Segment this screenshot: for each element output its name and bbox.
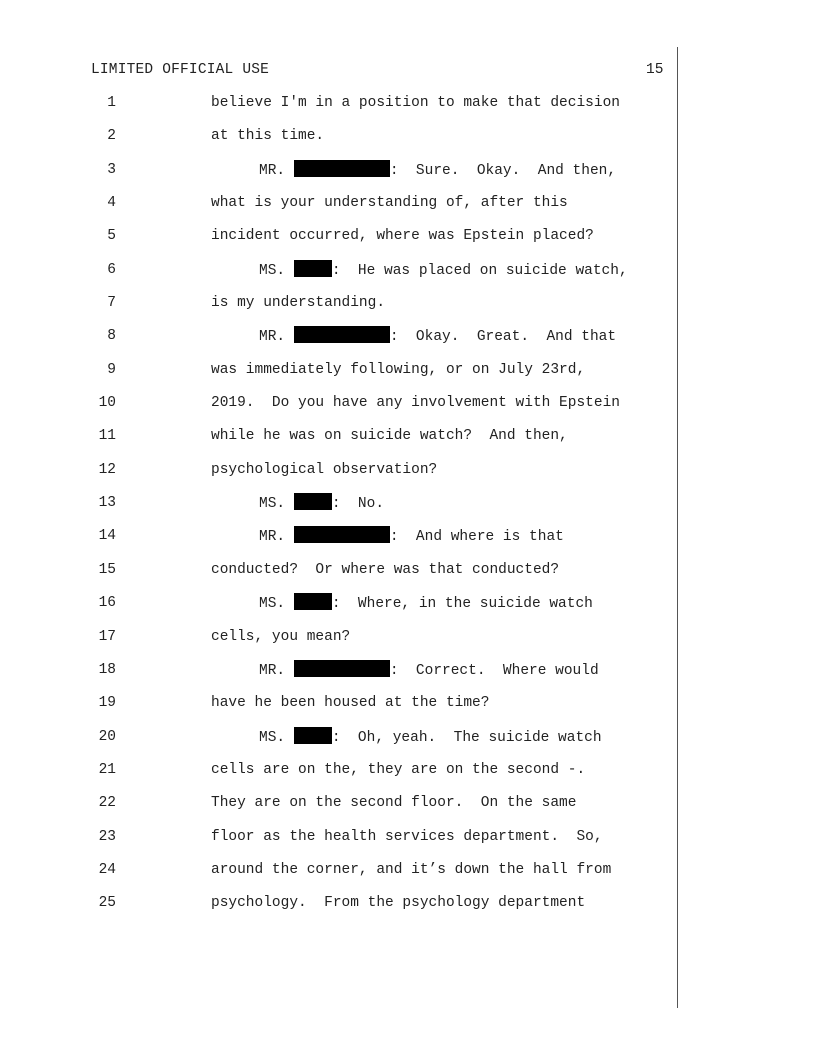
transcript-line [0, 126, 680, 159]
transcript-line [0, 593, 680, 626]
line-text: : No. [331, 496, 385, 513]
transcript-line [0, 627, 680, 660]
speaker-title: MS. [259, 729, 286, 746]
transcript-line [0, 193, 680, 226]
line-text: cells, you mean? [211, 628, 351, 645]
speaker-line [259, 160, 616, 181]
redaction-box [294, 526, 390, 543]
line-text: have he been housed at the time? [211, 695, 490, 712]
redaction-box [294, 326, 390, 343]
speaker-line [259, 526, 564, 547]
speaker-line [259, 493, 384, 514]
speaker-line [259, 593, 593, 614]
line-number: 25 [98, 895, 116, 912]
line-number: 9 [107, 361, 116, 378]
line-number: 14 [98, 528, 116, 545]
line-text: : Correct. Where would [389, 662, 599, 679]
transcript-line [0, 226, 680, 259]
line-number: 17 [98, 628, 116, 645]
redaction-box [294, 593, 332, 610]
transcript-line [0, 660, 680, 693]
line-number: 24 [98, 861, 116, 878]
transcript-line [0, 393, 680, 426]
line-number: 1 [107, 95, 116, 111]
transcript-line [0, 860, 680, 893]
line-text: : And where is that [389, 529, 564, 546]
line-number: 11 [98, 428, 116, 445]
transcript-line [0, 827, 680, 860]
line-text: They are on the second floor. On the same [211, 795, 577, 812]
line-text: psychological observation? [211, 461, 438, 478]
line-number: 23 [98, 828, 116, 845]
line-number: 19 [98, 695, 116, 712]
transcript-line [0, 727, 680, 760]
transcript-line [0, 893, 680, 926]
line-number: 15 [98, 561, 116, 578]
speaker-line [259, 727, 602, 748]
speaker-title: MR. [259, 529, 286, 546]
line-number: 12 [98, 461, 116, 478]
line-number: 3 [107, 161, 116, 178]
line-number: 6 [107, 261, 116, 278]
transcript-line [0, 293, 680, 326]
line-text: while he was on suicide watch? And then, [211, 428, 568, 445]
line-text: incident occurred, where was Epstein placed? [211, 228, 594, 245]
line-text: conducted? Or where was that conducted? [211, 561, 560, 578]
line-number: 10 [98, 395, 116, 412]
transcript-line [0, 360, 680, 393]
line-number: 5 [107, 228, 116, 245]
line-text: was immediately following, or on July 23rd, [211, 361, 586, 378]
speaker-line [259, 260, 628, 281]
line-number: 8 [107, 328, 116, 345]
line-number: 4 [107, 195, 116, 212]
line-text: : Oh, yeah. The suicide watch [331, 729, 602, 746]
line-text: cells are on the, they are on the second -. [211, 761, 586, 778]
line-number: 21 [98, 761, 116, 778]
line-number: 2 [107, 128, 116, 145]
transcript-line [0, 460, 680, 493]
line-number: 18 [98, 661, 116, 678]
line-text: 2019. Do you have any involvement with Epstein [211, 395, 620, 412]
line-number: 20 [98, 728, 116, 745]
line-number: 13 [98, 495, 116, 512]
speaker-title: MS. [259, 262, 286, 279]
line-text: : Okay. Great. And that [389, 329, 617, 346]
speaker-title: MR. [259, 162, 286, 179]
redaction-box [294, 727, 332, 744]
transcript-line [0, 426, 680, 459]
transcript-line [0, 526, 680, 559]
redaction-box [294, 660, 390, 677]
speaker-line [259, 326, 616, 347]
line-text: : Sure. Okay. And then, [389, 162, 617, 179]
transcript-line [0, 160, 680, 193]
line-number: 16 [98, 595, 116, 612]
line-text: floor as the health services department. So, [211, 828, 603, 845]
transcript-line [0, 93, 680, 126]
line-text: is my understanding. [211, 295, 386, 312]
speaker-title: MR. [259, 662, 286, 679]
transcript-line [0, 560, 680, 593]
transcript-line [0, 493, 680, 526]
line-text: around the corner, and it’s down the hall from [211, 861, 612, 878]
speaker-title: MS. [259, 496, 286, 513]
transcript-line [0, 260, 680, 293]
transcript-line [0, 793, 680, 826]
page-number: 15 [646, 62, 664, 78]
redaction-box [294, 160, 390, 177]
line-number: 22 [98, 795, 116, 812]
line-text: what is your understanding of, after this [211, 195, 568, 212]
redaction-box [294, 260, 332, 277]
speaker-title: MS. [259, 596, 286, 613]
page-header-classification: LIMITED OFFICIAL USE [91, 62, 270, 78]
redaction-box [294, 493, 332, 510]
line-text: at this time. [211, 128, 325, 145]
line-number: 7 [107, 295, 116, 312]
speaker-line [259, 660, 599, 681]
line-text: psychology. From the psychology department [211, 895, 586, 912]
line-text: : Where, in the suicide watch [331, 596, 593, 613]
line-text: believe I'm in a position to make that decision [211, 95, 620, 111]
transcript-line [0, 693, 680, 726]
transcript-line [0, 326, 680, 359]
speaker-title: MR. [259, 329, 286, 346]
line-text: : He was placed on suicide watch, [331, 262, 628, 279]
transcript-lines [0, 93, 680, 927]
transcript-line [0, 760, 680, 793]
